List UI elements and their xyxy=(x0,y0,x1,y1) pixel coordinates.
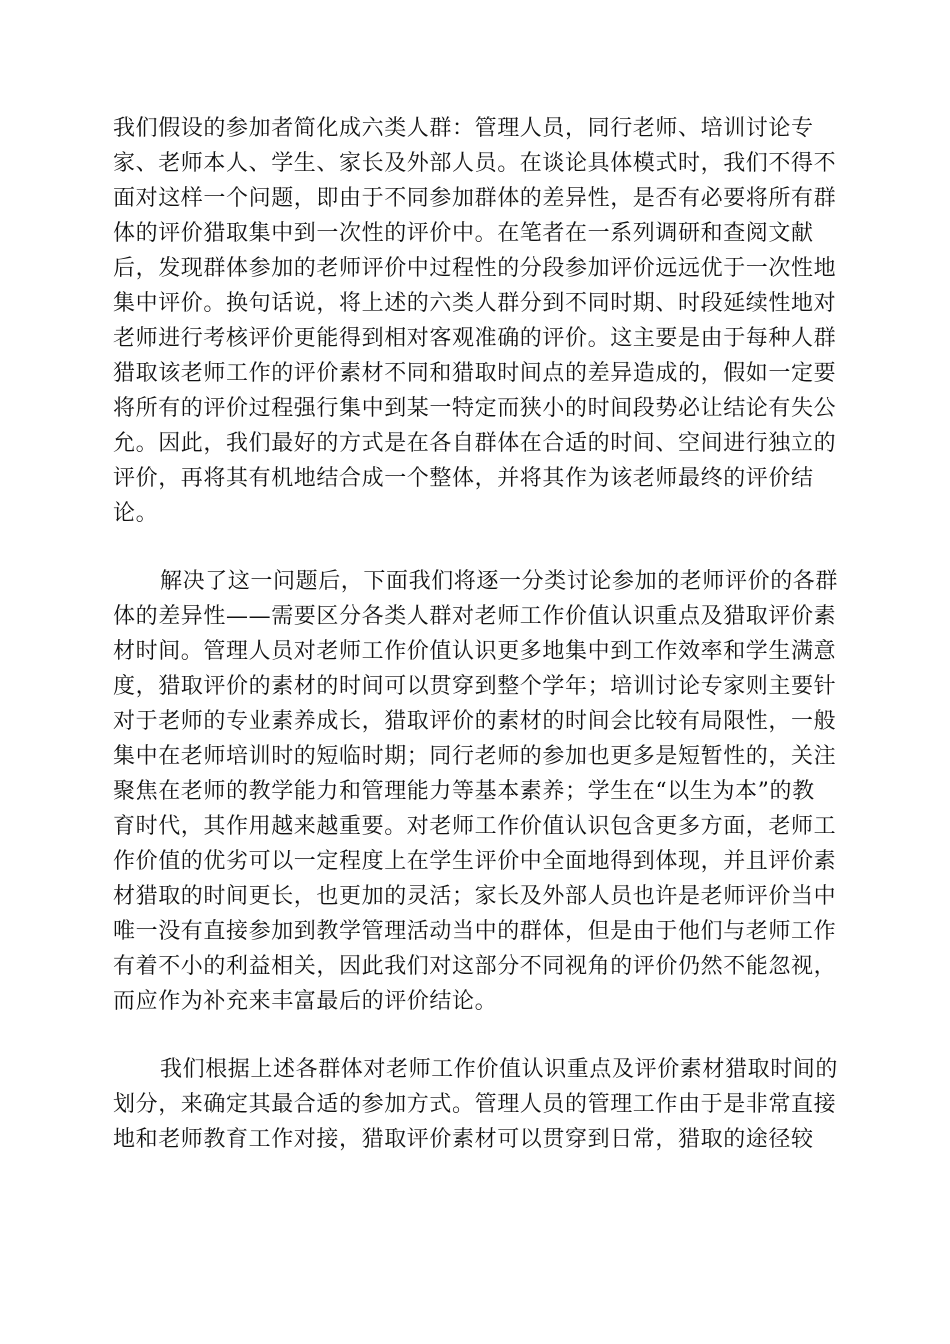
text-line: 解决了这一问题后，下面我们将逐一分类讨论参加的老师评价的各群 xyxy=(160,569,839,594)
text-line: 将所有的评价过程强行集中到某一特定而狭小的时间段势必让结论有失公 xyxy=(113,396,837,421)
text-line: 作价值的优劣可以一定程度上在学生评价中全面地得到体现，并且评价素 xyxy=(113,849,837,874)
text-line: 育时代，其作用越来越重要。对老师工作价值认识包含更多方面，老师工 xyxy=(113,814,837,839)
text-line: 唯一没有直接参加到教学管理活动当中的群体，但是由于他们与老师工作 xyxy=(113,919,837,944)
text-line: 度，猎取评价的素材的时间可以贯穿到整个学年；培训讨论专家则主要针 xyxy=(113,674,837,699)
text-line: 有着不小的利益相关，因此我们对这部分不同视角的评价仍然不能忽视， xyxy=(113,954,837,979)
text-line: 对于老师的专业素养成长，猎取评价的素材的时间会比较有局限性，一般 xyxy=(113,709,837,734)
text-line: 论。 xyxy=(113,501,159,526)
text-line: 而应作为补充来丰富最后的评价结论。 xyxy=(113,989,498,1014)
text-line: 材时间。管理人员对老师工作价值认识更多地集中到工作效率和学生满意 xyxy=(113,639,837,664)
text-line: 评价，再将其有机地结合成一个整体，并将其作为该老师最终的评价结 xyxy=(113,466,814,491)
text-line: 体的差异性——需要区分各类人群对老师工作价值认识重点及猎取评价素 xyxy=(113,604,837,629)
text-line: 面对这样一个问题，即由于不同参加群体的差异性，是否有必要将所有群 xyxy=(113,186,837,211)
text-line: 划分，来确定其最合适的参加方式。管理人员的管理工作由于是非常直接 xyxy=(113,1092,837,1117)
text-line: 家、老师本人、学生、家长及外部人员。在谈论具体模式时，我们不得不 xyxy=(113,151,837,176)
text-line: 集中评价。换句话说，将上述的六类人群分到不同时期、时段延续性地对 xyxy=(113,291,837,316)
text-line: 老师进行考核评价更能得到相对客观准确的评价。这主要是由于每种人群 xyxy=(113,326,837,351)
text-line: 体的评价猎取集中到一次性的评价中。在笔者在一系列调研和查阅文献 xyxy=(113,221,814,246)
text-line: 聚焦在老师的教学能力和管理能力等基本素养；学生在“以生为本”的教 xyxy=(113,779,815,804)
text-line: 我们根据上述各群体对老师工作价值认识重点及评价素材猎取时间的 xyxy=(160,1057,839,1082)
text-line: 我们假设的参加者简化成六类人群：管理人员，同行老师、培训讨论专 xyxy=(113,116,814,141)
text-line: 后，发现群体参加的老师评价中过程性的分段参加评价远远优于一次性地 xyxy=(113,256,837,281)
text-line: 集中在老师培训时的短临时期；同行老师的参加也更多是短暂性的，关注 xyxy=(113,744,837,769)
text-line: 地和老师教育工作对接，猎取评价素材可以贯穿到日常，猎取的途径较 xyxy=(113,1127,814,1152)
text-line: 猎取该老师工作的评价素材不同和猎取时间点的差异造成的，假如一定要 xyxy=(113,361,837,386)
text-line: 允。因此，我们最好的方式是在各自群体在合适的时间、空间进行独立的 xyxy=(113,431,837,456)
text-line: 材猎取的时间更长，也更加的灵活；家长及外部人员也许是老师评价当中 xyxy=(113,884,837,909)
